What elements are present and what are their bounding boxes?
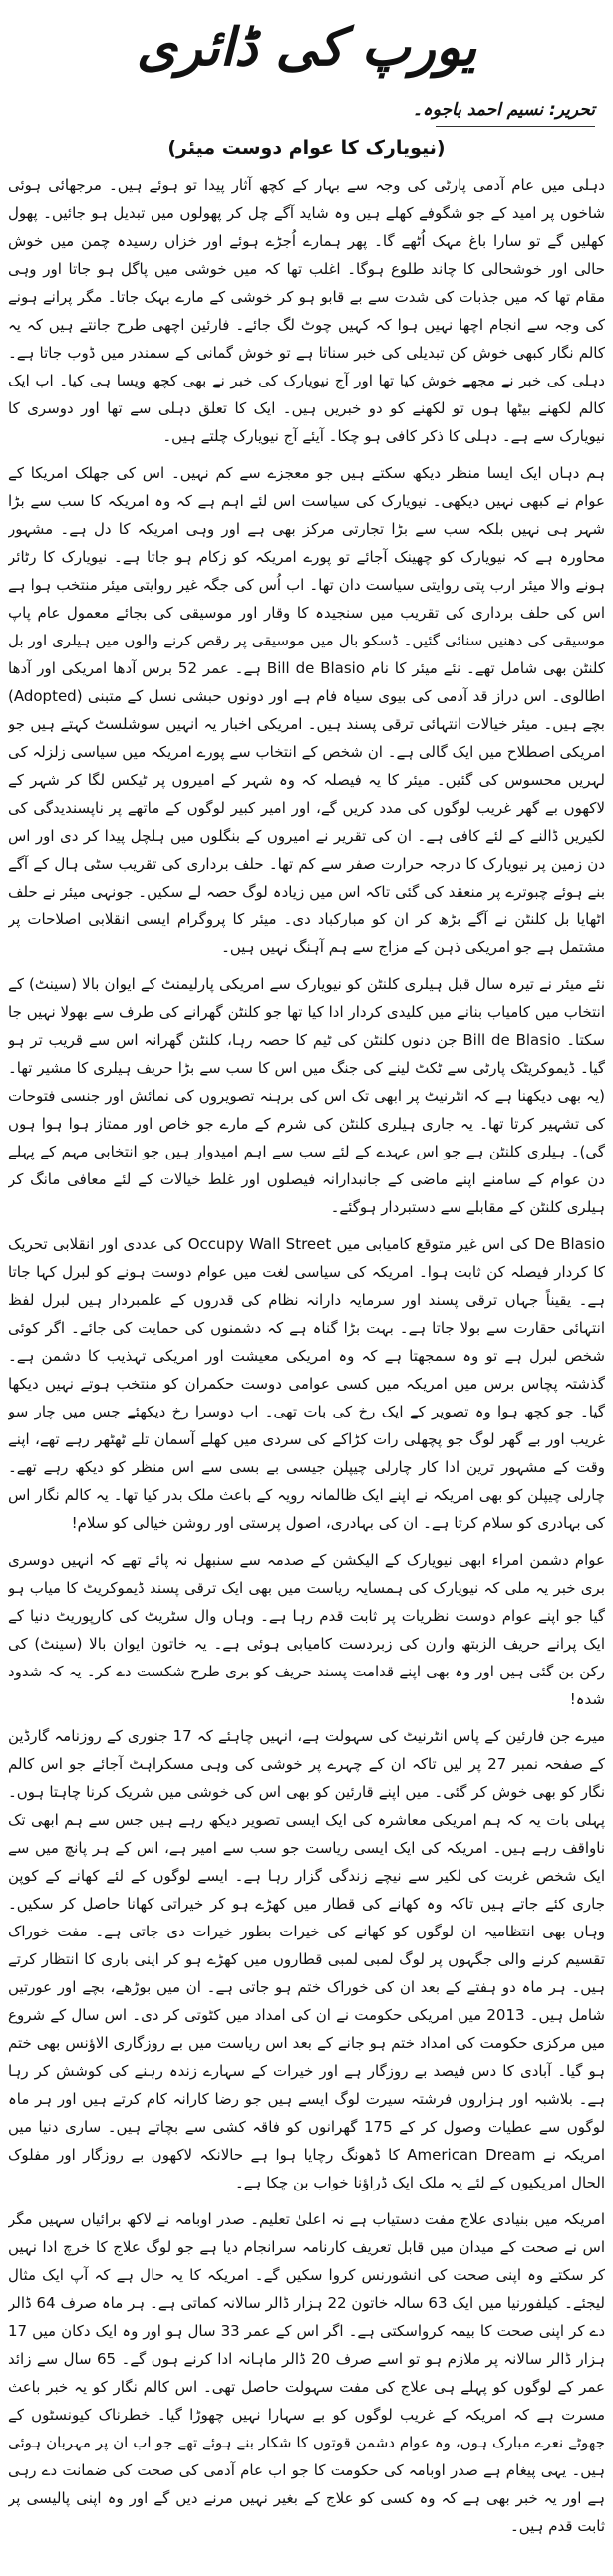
article-paragraph: De Blasio کی اس غیر متوقع کامیابی میں Occupy Wall Street کی عددی اور انقلابی تحریک کا کردار فیصلہ کن ثابت ہوا۔ امریکہ کی سیاسی لغت میں عوام دوست ہونے کو لبرل کہا جاتا ہے۔ یقیناً جہاں ترقی پسند اور سرمایہ دارانہ نظام کی قدروں کے علمبردار ہیں لبرل لفظ انتہائی حقارت سے بولا جاتا ہے۔ بہت بڑا گناہ ہے کہ دشمنوں کی حمایت کی جائے۔ اگر کوئی شخص لبرل ہے تو وہ سمجھتا ہے کہ وہ امریکی معیشت اور امریکی تہذیب کا دشمن ہے۔ گذشتہ پچاس برس میں امریکہ میں کسی عوامی دوست حکمران کو منتخب ہوتے نہیں دیکھا گیا۔ جو کچھ ہوا وہ تصویر کے ایک رخ کی بات تھی۔ اب دوسرا رخ دیکھئے جس میں چار سو غریب اور بے گھر لوگ جو پچھلی رات کڑاکے کی سردی میں کھلے آسمان تلے ٹھٹھر رہے تھے، اپنے وقت کے مشہور ترین ادا کار چارلی چیپلن جیسی بے بسی سے اس منظر کو دیکھ رہے تھے۔ چارلی چیپلن کو بھی امریکہ نے اپنے ایک ظالمانہ رویہ کے باعث ملک بدر کیا تھا۔ یہ کالم نگار اس کی بہادری کو سلام کرتا ہے۔ ان کی بہادری، اصول پرستی اور روشن خیالی کو سلام! [8,1235,605,1532]
author-byline: تحریر: نسیم احمد باجوہ۔ [412,100,595,120]
article-paragraph: میرے جن فارئین کے پاس انٹرنیٹ کی سہولت ہے، انہیں چاہئے کہ 17 جنوری کے روزنامہ گارڈین کے صفحہ نمبر 27 پر لیں تاکہ ان کے چہرے پر خوشی کی وہی مسکراہٹ آجائے جو اس کالم نگار کو بھی خوش کر گئی۔ میں اپنے قارئین کو بھی اس کی خوشی میں شریک کرنا چاہتا ہوں۔ پہلی بات یہ کہ ہم امریکی معاشرہ کی ایک ایسی تصویر دیکھ رہے ہیں جس سے ہم ابھی تک ناواقف رہے ہیں۔ امریکہ کی ایک ایسی ریاست جو سب سے امیر ہے، اس کے ہر پانچ میں سے ایک شخص غربت کی لکیر سے نیچے زندگی گزار رہا ہے۔ ایسے لوگوں کے لئے کھانے کے کوپن جاری کئے جاتے ہیں تاکہ وہ کھانے کی قطار میں کھڑے ہو کر خیراتی کھانا حاصل کر سکیں۔ وہاں بھی انتظامیہ ان لوگوں کو کھانے کی خیرات بطور خیرات دی جاتی ہے۔ مفت خوراک تقسیم کرنے والی جگہوں پر لوگ لمبی لمبی قطاروں میں کھڑے ہو کر اپنی باری کا انتظار کرتے ہیں۔ ہر ماہ دو ہفتے کے بعد ان کی خوراک ختم ہو جاتی ہے۔ ان میں بوڑھے، بچے اور عورتیں شامل ہیں۔ 2013 میں امریکی حکومت نے ان کی امداد میں کٹوتی کر دی۔ اس سال کے شروع میں مرکزی حکومت کی امداد ختم ہو جانے کے بعد اس ریاست میں بے روزگاری الاؤنس بھی ختم ہو گیا۔ آبادی کا دس فیصد بے روزگار ہے اور خیرات کے سہارے زندہ رہنے کی کوشش کر رہا ہے۔ بلاشبہ اور ہزاروں فرشتہ سیرت لوگ ایسے ہیں جو رضا کارانہ کام کرتے ہیں اور ہر ماہ لوگوں سے عطیات وصول کر کے 175 گھرانوں کو فاقہ کشی سے بچاتے ہیں۔ ساری دنیا میں امریکہ نے American Dream کا ڈھونگ رچایا ہوا ہے حالانکہ لاکھوں بے روزگار اور مفلوک الحال امریکیوں کے لئے یہ ملک ایک ڈراؤنا خواب بن چکا ہے۔ [8,1727,605,2191]
article-paragraph: امریکہ میں بنیادی علاج مفت دستیاب ہے نہ اعلیٰ تعلیم۔ صدر اوبامہ نے لاکھ برائیاں سہیں مگر اس نے صحت کے میدان میں قابل تعریف کارنامہ سرانجام دیا ہے جو لوگ علاج کا خرچ ادا نہیں کر سکتے وہ اپنی صحت کی انشورنس کروا سکیں گے۔ امریکہ کا یہ حال ہے کہ آپ ایک مثال لیجئے۔ کیلفورنیا میں ایک 63 سالہ خاتون 22 ہزار ڈالر سالانہ کماتی ہے۔ ہر ماہ صرف 64 ڈالر دے کر اپنی صحت کا بیمہ کرواسکتی ہے۔ اگر اس کے عمر 33 سال ہو اور وہ ایک دکان میں 17 ہزار ڈالر سالانہ پر ملازم ہو تو اسے صرف 20 ڈالر ماہانہ ادا کرنے ہوں گے۔ 65 سال سے زائد عمر کے لوگوں کو پہلے ہی علاج کی مفت سہولت حاصل تھی۔ اس کالم نگار کو یہ خبر باعث مسرت ہے کہ امریکہ کے غریب لوگوں کو بے سہارا نہیں چھوڑا گیا۔ خطرناک کیونسٹوں کے جھوٹے نعرے مبارک ہوں، وہ عوام دشمن قوتوں کا شکار بنے ہوئے تھے جو اب ان پر مہربان ہوئی ہیں۔ یہی پیغام ہے صدر اوبامہ کی حکومت کا جو اب عام آدمی کی صحت کی ضمانت دے رہی ہے اور یہ خبر بھی ہے کہ وہ کسی کو علاج کے بغیر نہیں مرنے دیں گے اور وہ اپنی پالیسی پر ثابت قدم ہیں۔ [8,2210,605,2535]
article-paragraph: عوام دشمن امراء ابھی نیویارک کے الیکشن کے صدمہ سے سنبھل نہ پائے تھے کہ انہیں دوسری بری خبر یہ ملی کہ نیویارک کی ہمسایہ ریاست میں بھی ایک ترقی پسند ڈیموکریٹ کا میاب ہو گیا جو اپنے عوام دوست نظریات پر ثابت قدم رہا ہے۔ وہاں وال سٹریٹ کی کارپوریٹ دنیا کے ایک پرانے حریف الزبتھ وارن کی زبردست کامیابی ہوئی ہے۔ یہ خاتون ایوان بالا (سینٹ) کی رکن بن گئی ہیں اور وہ بھی اپنے قدامت پسند حریف کو بری طرح شکست دے کر۔ یہ کہ شدود شدہ! [8,1551,605,1708]
byline-underline [436,126,595,127]
article-paragraph: ہم دہاں ایک ایسا منظر دیکھ سکتے ہیں جو معجزے سے کم نہیں۔ اس کی جھلک امریکا کے عوام نے کبھی نہیں دیکھی۔ نیویارک کی سیاست اس لئے اہم ہے کہ وہ امریکہ کا سب سے بڑا شہر ہی نہیں بلکہ سب سے بڑا تجارتی مرکز بھی ہے اور وہی امریکہ کا دل ہے۔ مشہور محاورہ ہے کہ نیویارک کو چھینک آجائے تو پورے امریکہ کو زکام ہو جاتا ہے۔ نیویارک کا رٹائر ہونے والا میئر ارب پتی روایتی سیاست دان تھا۔ اب اُس کی جگہ غیر روایتی میئر منتخب ہوا ہے اس کی حلف برداری کی تقریب میں سنجیدہ کا وقار اور موسیقی کی بجائے معمول عام پاپ موسیقی کی دھنیں سنائی گئیں۔ ڈسکو بال میں موسیقی پر رقص کرنے والوں میں ہیلری اور بل کلنٹن بھی شامل تھے۔ نئے میئر کا نام Bill de Blasio ہے۔ عمر 52 برس آدھا امریکی اور آدھا اطالوی۔ اس دراز قد آدمی کی بیوی سیاہ فام ہے اور دونوں حبشی نسل کے متبنی (Adopted) بچے ہیں۔ میئر خیالات انتہائی ترقی پسند ہیں۔ امریکی اخبار یہ انہیں سوشلسٹ کہتے ہیں جو امریکی اصطلاح میں ایک گالی ہے۔ ان شخص کے انتخاب سے پورے امریکہ میں سیاسی زلزلہ کی لہریں محسوس کی گئیں۔ میئر کا یہ فیصلہ کہ وہ شہر کے امیروں پر ٹیکس لگا کر شہر کے لاکھوں بے گھر غریب لوگوں کی مدد کریں گے، اور امیر کبیر لوگوں کے ماتھے پر ناپسندیدگی کی لکیریں ڈالنے کے لئے کافی ہے۔ ان کی تقریر نے امیروں کے بنگلوں میں ہلچل پیدا کر دی اور اس دن زمین پر نیویارک کا درجہ حرارت صفر سے کم تھا۔ حلف برداری کی تقریب سٹی ہال کے آگے بنے ہوئے چبوترے پر منعقد کی گئی تاکہ اس میں زیادہ لوگ حصہ لے سکیں۔ جونہی میئر نے حلف اٹھایا بل کلنٹن نے آگے بڑھ کر ان کو مبارکباد دی۔ میئر کا پروگرام ایسی انقلابی اصلاحات پر مشتمل ہے جو امریکی ذہن کے مزاج سے ہم آہنگ نہیں ہیں۔ [8,464,605,956]
article-body [8,171,605,2566]
column-headline: یورپ کی ڈائری [136,17,477,78]
article-paragraph: دہلی میں عام آدمی پارٹی کی وجہ سے بہار کے کچھ آثار پیدا تو ہوئے ہیں۔ مرجھائی ہوئی شاخوں پر امید کے جو شگوفے کھلے ہیں وہ شاید آگے چل کر پھولوں میں تبدیل ہو جائیں۔ پھول کھلیں گے تو سارا باغ مہک اُٹھے گا۔ پھر ہمارے اُجڑے ہوئے اور خزاں رسیدہ چمن میں خوش حالی اور خوشحالی کا چاند طلوع ہوگا۔ اغلب تھا کہ میں خوشی میں پاگل ہو جاتا اور وہی مقام تھا کہ میں جذبات کی شدت سے بے قابو ہو کر خوشی کے مارے بہک جاتا۔ مگر پرانے ہونے کی وجہ سے انجام اچھا نہیں ہوا کہ کہیں چوٹ لگ جائے۔ فارئین اچھی طرح جانتے ہیں کہ یہ کالم نگار کبھی خوش کن تبدیلی کی خبر سناتا ہے تو خوش گمانی کے سمندر میں ڈوب جاتا ہے۔ دہلی کی خبر نے مجھے خوش کیا تھا اور آج نیویارک کی خبر نے بھی کچھ ویسا ہی کیا۔ اب ایک کالم لکھنے بیٹھا ہوں تو لکھنے کو دو خبریں ہیں۔ ایک کا تعلق دہلی سے تھا اور دوسری کا نیویارک سے ہے۔ دہلی کا ذکر کافی ہو چکا۔ آیئے آج نیویارک چلتے ہیں۔ [8,176,605,445]
column-subheading: (نیویارک کا عوام دوست میئر) [167,137,446,159]
article-paragraph: نئے میئر نے تیرہ سال قبل ہیلری کلنٹن کو نیویارک سے امریکی پارلیمنٹ کے ایوان بالا (سینٹ) کے انتخاب میں کامیاب بنانے میں کلیدی کردار ادا کیا تھا جو کلنٹن گھرانے کی طرف سے بھولا نہیں جا سکتا۔ Bill de Blasio جن دنوں کلنٹن کی ٹیم کا حصہ رہا، کلنٹن گھرانہ اس سے قریب تر ہو گیا۔ ڈیموکریٹک پارٹی سے ٹکٹ لینے کی جنگ میں اس کا سب سے بڑا حریف ہیلری کا مشیر تھا۔ (یہ بھی دیکھنا ہے کہ انٹرنیٹ پر ابھی تک اس کی برہنہ تصویروں کی نمائش اور جنسی فتوحات کی تشہیر کرتا تھا۔ یہ جاری ہیلری کلنٹن کی شرم کے مارے جو خاص اور ممتاز ہوا ہوا ہوں گی)۔ ہیلری کلنٹن ہے جو اس عہدے کے لئے سب سے اہم امیدوار ہیں جو انتخابی مہم کے پہلے دن عوام کے سامنے اپنے ماضی کے جانبدارانہ فیصلوں اور غلط خیالات کے لئے معافی مانگ کر ہیلری کلنٹن کے مقابلے سے دستبردار ہوگئے۔ [8,975,605,1216]
